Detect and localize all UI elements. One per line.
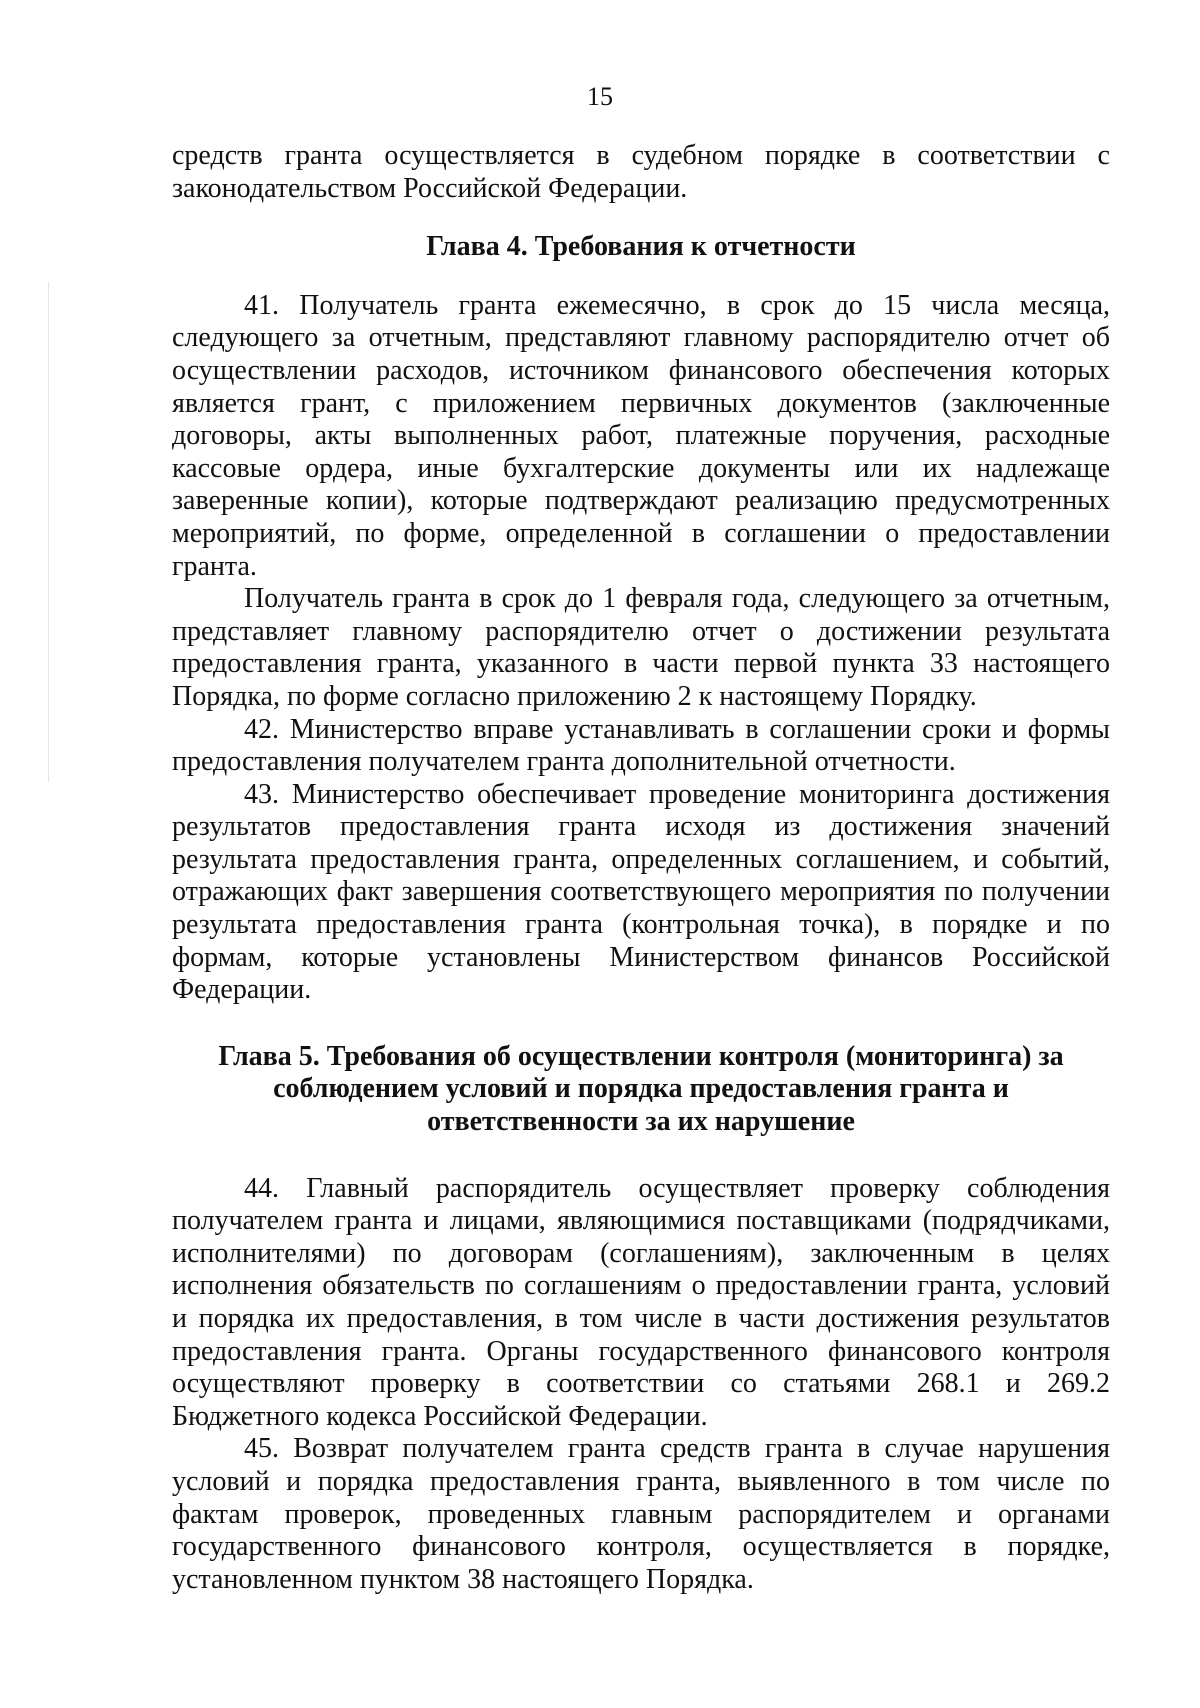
scan-margin-line <box>48 282 49 782</box>
chapter-4-title: Глава 4. Требования к отчетности <box>426 231 856 263</box>
paragraph-41-second: Получатель гранта в срок до 1 февраля года, следующего за отчетным, представляет главному распорядителю отчет о достижении результата предоставления гранта, указанного в части первой пункта 33 настоящего Порядка, по форме согласно приложению 2 к настоящему Порядку. <box>172 583 1110 712</box>
intro-paragraph: средств гранта осуществляется в судебном порядке в соответствии с законодательством Российской Федерации. <box>172 140 1110 204</box>
paragraph-44: 44. Главный распорядитель осуществляет проверку соблюдения получателем гранта и лицами, являющимися поставщиками (подрядчиками, исполнителями) по договорам (соглашениям), заключенным в целях исполнения обязательств по соглашениям о предоставлении гранта, условий и порядка их предоставления, в том числе в части достижения результатов предоставления гранта. Органы государственного финансового контроля осуществляют проверку в соответствии со статьями 268.1 и 269.2 Бюджетного кодекса Российской Федерации. <box>172 1172 1110 1432</box>
paragraph-41: 41. Получатель гранта ежемесячно, в срок до 15 числа месяца, следующего за отчетным, представляют главному распорядителю отчет об осуществлении расходов, источником финансового обеспечения которых является грант, с приложением первичных документов (заключенные договоры, акты выполненных работ, платежные поручения, расходные кассовые ордера, иные бухгалтерские документы или их надлежаще заверенные копии), которые подтверждают реализацию предусмотренных мероприятий, по форме, определенной в соглашении о предоставлении гранта. <box>172 289 1110 582</box>
chapter-5-title <box>172 1041 1110 1139</box>
chapter-5-title-line-3: ответственности за их нарушение <box>427 1106 855 1138</box>
document-body <box>172 140 1110 1596</box>
paragraph-43: 43. Министерство обеспечивает проведение мониторинга достижения результатов предоставления гранта исходя из достижения значений результата предоставления гранта, определенных соглашением, и событий, отражающих факт завершения соответствующего мероприятия по получении результата предоставления гранта (контрольная точка), в порядке и по формам, которые установлены Министерством финансов Российской Федерации. <box>172 778 1110 1006</box>
page-number: 15 <box>587 82 613 111</box>
chapter-5-title-line-1: Глава 5. Требования об осуществлении контроля (мониторинга) за <box>218 1040 1064 1072</box>
chapter-5-title-line-2: соблюдением условий и порядка предоставления гранта и <box>273 1073 1009 1105</box>
paragraph-45: 45. Возврат получателем гранта средств гранта в случае нарушения условий и порядка предоставления гранта, выявленного в том числе по фактам проверок, проведенных главным распорядителем и органами государственного финансового контроля, осуществляется в порядке, установленном пунктом 38 настоящего Порядка. <box>172 1433 1110 1595</box>
paragraph-42: 42. Министерство вправе устанавливать в соглашении сроки и формы предоставления получателем гранта дополнительной отчетности. <box>172 713 1110 778</box>
